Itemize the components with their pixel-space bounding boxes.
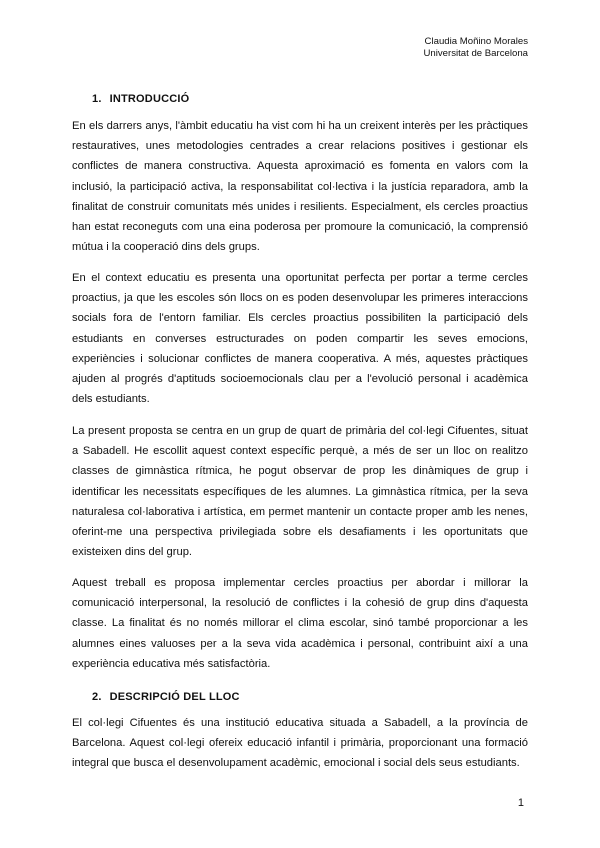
paragraph: El col·legi Cifuentes és una institució educativa situada a Sabadell, a la província de Barcelona. Aquest col·legi ofereix educació infantil i primària, proporcionant una formació integral que busca el desenvolupament acadèmic, emocional i social dels seus estudiants. <box>72 717 528 770</box>
header-author: Claudia Moñino Morales <box>424 36 528 47</box>
paragraph: En els darrers anys, l'àmbit educatiu ha vist com hi ha un creixent interès per les pràctiques restauratives, unes metodologies centrades a crear relacions positives i gestionar els conflictes de manera constructiva. Aquesta aproximació es fomenta en valors com la inclusió, la participació activa, la responsabilitat col·lectiva i la justícia reparadora, amb la finalitat de construir comunitats més unides i resilients. Especialment, els cercles proactius han estat reconeguts com una eina poderosa per promoure la comunicació, la comprensió mútua i la cooperació dins dels grups. <box>72 120 528 254</box>
paragraph: La present proposta se centra en un grup de quart de primària del col·legi Cifuentes, situat a Sabadell. He escollit aquest context específic perquè, a més de ser un lloc on realitzo classes de gimnàstica rítmica, he pogut observar de prop les dinàmiques de grup i identificar les necessitats específiques de les alumnes. La gimnàstica rítmica, per la seva naturalesa col·laborativa i artística, em permet mantenir un contacte proper amb les nenes, oferint-me una perspectiva privilegiada sobre els desafiaments i les oportunitats que existeixen dins del grup. <box>72 425 528 559</box>
section-heading-descripcio <box>92 691 240 703</box>
paragraph: Aquest treball es proposa implementar cercles proactius per abordar i millorar la comunicació interpersonal, la resolució de conflictes i la cohesió de grup dins d'aquesta classe. La finalitat és no només millorar el clima escolar, sinó també proporcionar a les alumnes eines valuoses per a la seva vida acadèmica i personal, contribuint així a una experiència educativa més satisfactòria. <box>72 577 528 670</box>
section-title: DESCRIPCIÓ DEL LLOC <box>109 691 240 703</box>
page-number: 1 <box>517 797 524 809</box>
section-number: 2. <box>92 691 102 703</box>
section-title: INTRODUCCIÓ <box>109 93 190 105</box>
page-header <box>423 36 528 60</box>
section-heading-introduccio <box>92 93 189 105</box>
paragraph: En el context educatiu es presenta una oportunitat perfecta per portar a terme cercles proactius, ja que les escoles són llocs on es poden desenvolupar les primeres interaccions socials fora de l'entorn familiar. Els cercles proactius possibiliten la participació dels estudiants en converses estructurades on poden compartir les seves emocions, experiències i solucionar conflictes de manera cooperativa. A més, aquestes pràctiques ajuden al progrés d'aptituds socioemocionals clau per a l'evolució personal i acadèmica dels estudiants. <box>72 272 528 406</box>
section-number: 1. <box>92 93 102 105</box>
header-institution: Universitat de Barcelona <box>423 48 528 59</box>
